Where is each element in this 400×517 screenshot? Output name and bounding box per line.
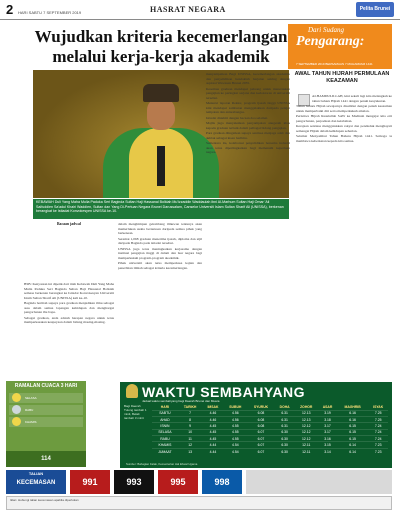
prayer-cell: 7.24 bbox=[368, 429, 388, 435]
prayer-cell: 12.13 bbox=[294, 416, 318, 422]
ad-panel[interactable] bbox=[246, 470, 392, 494]
article-column-3 bbox=[206, 72, 290, 380]
prayer-cell: 6.16 bbox=[337, 416, 369, 422]
talian-ad[interactable] bbox=[6, 470, 66, 494]
weather-box bbox=[6, 381, 86, 467]
prayer-cell: 11 bbox=[178, 436, 202, 442]
paragraph: Majlis juga menyaksikan penyampaian anugerah khas kepada graduan terbaik dalam pelbagai bidang pengajian. bbox=[206, 121, 290, 130]
prayer-cell: 6.16 bbox=[337, 410, 369, 416]
weather-row bbox=[9, 393, 83, 403]
prayer-cell: 3.16 bbox=[318, 436, 337, 442]
prayer-column-header: SYURUK bbox=[253, 404, 269, 409]
prayer-cell: 4.56 bbox=[224, 416, 247, 422]
prayer-cell: 7.25 bbox=[368, 416, 388, 422]
sun-icon bbox=[12, 393, 21, 402]
prayer-cell: ISNIN bbox=[152, 423, 178, 429]
prayer-times-box bbox=[120, 382, 392, 468]
paragraph: menyampaikan Bagi UNISSA, kecemerlangan akademik dan penyelidikan hendaklah berjalan seiring dengan aspirasi Wawasan Brunei 2035. bbox=[206, 72, 290, 85]
editorial-body bbox=[296, 94, 392, 380]
prayer-cell: RABU bbox=[152, 436, 178, 442]
weather-row bbox=[9, 405, 83, 415]
prayer-cell: SELASA bbox=[152, 429, 178, 435]
paragraph: Kerajaan sentiasa menggalakkan rakyat dan penduduk menghayati semangat Hijrah dalam kehidupan seharian. bbox=[296, 124, 392, 133]
editorial-title: AWAL TAHUN HIJRAH PERMULAAN KEAZAMAN bbox=[294, 71, 390, 84]
banner-title: Pengarang: bbox=[296, 34, 365, 49]
paragraph: Selamat Menyambut Tahun Baharu Hijrah 1441. Semoga ia membawa keberkatan kepada kita semua. bbox=[296, 134, 392, 143]
prayer-body bbox=[152, 410, 388, 455]
prayer-cell: 6.15 bbox=[337, 429, 369, 435]
prayer-cell: 4.45 bbox=[202, 429, 223, 435]
paragraph: Peristiwa Hijrah Rasulullah SAW ke Madinah mengajar kita erti pengorbanan, perpaduan dan ketabahan. bbox=[296, 114, 392, 123]
prayer-cell: 4.44 bbox=[202, 442, 223, 448]
prayer-cell: 4.56 bbox=[224, 410, 247, 416]
prayer-column-header: IMSAK bbox=[207, 404, 219, 409]
prayer-column-header: ASAR bbox=[322, 404, 333, 409]
prayer-cell: 3.18 bbox=[318, 416, 337, 422]
prayer-cell: 6.30 bbox=[275, 429, 294, 435]
prayer-cell: 13 bbox=[178, 448, 202, 454]
prayer-cell: 6.30 bbox=[275, 448, 294, 454]
prayer-cell: 12.11 bbox=[294, 448, 318, 454]
prayer-cell: JUMAAT bbox=[152, 448, 178, 454]
weather-day: KHAMIS bbox=[25, 420, 37, 424]
prayer-cell: 6.31 bbox=[275, 423, 294, 429]
mosque-icon bbox=[126, 384, 138, 398]
prayer-cell: 3.15 bbox=[318, 442, 337, 448]
prayer-cell: 6.08 bbox=[247, 423, 275, 429]
prayer-cell: 6.07 bbox=[247, 442, 275, 448]
banner-date: 7 SEPTEMBER 2019 BERSAMAAN 7 MUHARRAM 1441 bbox=[296, 62, 373, 66]
banner-small-text: Dari Sudang bbox=[308, 26, 344, 34]
prayer-row bbox=[152, 448, 388, 454]
article-headline: Wujudkan kriteria kecemerlangan melalui kerja-kerja akademik bbox=[34, 27, 288, 66]
sun-icon bbox=[12, 417, 21, 426]
paragraph: Seramai 1,068 graduan menerima ijazah, diploma dan sijil daripada Baginda pada istiadat tersebut. bbox=[118, 236, 202, 245]
weather-day: SELASA bbox=[25, 396, 37, 400]
prayer-cell: 12 bbox=[178, 442, 202, 448]
paragraph: Sebagai graduan, anda adalah harapan negara untuk terus memperkasakan keupayaan dalam bidang masing-masing. bbox=[24, 315, 114, 324]
prayer-cell: 7.25 bbox=[368, 410, 388, 416]
cloud-icon bbox=[12, 405, 21, 414]
photo-caption: KEBAWAH Duli Yang Maha Mulia Paduka Seri Baginda Sultan Haji Hassanal Bolkiah Mu'izzaddin Waddaulah ibni Al-Marhum Sultan Haji Omar 'Ali Saifuddien Sa'adul Khairi Waddien, Sultan dan Yang Di-Pertuan Negara Brunei Darussalam, Canselor Universiti Islam Sultan Sharif Ali (UNISSA), berkenan berangkat ke Istiadat Konvokesyen UNISSA ke-10. bbox=[33, 199, 289, 219]
section-name: HASRAT NEGARA bbox=[150, 5, 226, 14]
prayer-cell: 4.44 bbox=[202, 448, 223, 454]
photo-lectern bbox=[157, 146, 165, 186]
prayer-cell: 6.14 bbox=[337, 448, 369, 454]
prayer-cell: 8 bbox=[178, 416, 202, 422]
prayer-cell: 7.23 bbox=[368, 442, 388, 448]
prayer-cell: 3.19 bbox=[318, 410, 337, 416]
prayer-cell: 4.55 bbox=[224, 423, 247, 429]
paragraph: Baginda bertitah supaya para graduan menjadikan ilmu sebagai asas dalam semua lapangan kehidupan dan menghargai pengorbanan ibu bapa. bbox=[24, 301, 114, 314]
prayer-cell: 6.08 bbox=[247, 416, 275, 422]
article-column-2 bbox=[118, 222, 202, 380]
prayer-cell: 4.54 bbox=[224, 442, 247, 448]
photo-cap bbox=[143, 84, 179, 102]
header-ad[interactable]: Pelita Brunei bbox=[356, 2, 394, 17]
prayer-cell: 9 bbox=[178, 423, 202, 429]
weather-row bbox=[9, 417, 83, 427]
paragraph: BSB: Kenyataan ini dipetik dari titah Kebawah Duli Yang Maha Mulia Paduka Seri Baginda Sultan Haji Hassanal Bolkiah semasa berkenan berangkat ke Istiadat Konvokesyen Universiti Islam Sultan Sharif Ali (UNISSA) kali ke-10. bbox=[24, 282, 114, 300]
emergency-number: 998 bbox=[202, 470, 242, 494]
issue-date: HARI SABTU 7 SEPTEMBER 2019 bbox=[18, 10, 82, 15]
emergency-number: 991 bbox=[70, 470, 110, 494]
prayer-column-header: MAGHRIB bbox=[344, 404, 361, 409]
emergency-number: 993 bbox=[114, 470, 154, 494]
paragraph: Pihak universiti akan terus memperkasa kajian dan penerbitan ilmiah sebagai kriteria kecemerlangan. bbox=[118, 261, 202, 270]
prayer-cell: 12.11 bbox=[294, 442, 318, 448]
prayer-cell: 12.12 bbox=[294, 423, 318, 429]
paragraph: Para graduan diingatkan supaya sentiasa menjaga adab dan akhlak sebagai insan berilmu. bbox=[206, 131, 290, 140]
prayer-column-header: ISYAK bbox=[373, 404, 384, 409]
article-column-1 bbox=[24, 282, 114, 379]
prayer-side-note: Bagi Daerah Tutong tambah 1 minit, Belait tambah 3 minit bbox=[124, 404, 147, 420]
prayer-cell: AHAD bbox=[152, 416, 178, 422]
prayer-cell: 6.30 bbox=[275, 442, 294, 448]
prayer-cell: 6.08 bbox=[247, 410, 275, 416]
prayer-column-header: SUBUH bbox=[229, 404, 242, 409]
editorial-banner bbox=[288, 24, 392, 69]
prayer-cell: 6.30 bbox=[275, 436, 294, 442]
prayer-cell: 12.12 bbox=[294, 436, 318, 442]
prayer-cell: 6.14 bbox=[337, 442, 369, 448]
emergency-number: 995 bbox=[158, 470, 198, 494]
prayer-cell: 7.24 bbox=[368, 423, 388, 429]
prayer-subtitle: Jadual waktu sembahyang bagi Daerah Brunei dan Muara bbox=[142, 399, 220, 403]
prayer-column-header: HARI bbox=[160, 404, 170, 409]
prayer-cell: 3.17 bbox=[318, 423, 337, 429]
prayer-cell: 12.12 bbox=[294, 429, 318, 435]
paragraph: Tahun baharu Hijrah sewajarnya disambut dengan penuh keazaman untuk memperbaiki diri serta memperkukuh amalan. bbox=[296, 104, 392, 113]
ads-strip bbox=[6, 470, 392, 512]
paragraph: Menurut laporan Rektor, program ijazah tinggi UNISSA kini mendapat sambutan menggalakkan daripada pelajar tempatan dan antarabangsa. bbox=[206, 101, 290, 114]
paragraph: Istiadat diakhiri dengan bacaan doa selamat. bbox=[206, 115, 269, 120]
prayer-cell: SABTU bbox=[152, 410, 178, 416]
page-header bbox=[0, 0, 400, 20]
prayer-cell: 7 bbox=[178, 410, 202, 416]
prayer-cell: 3.14 bbox=[318, 448, 337, 454]
prayer-cell: 6.07 bbox=[247, 448, 275, 454]
paragraph: ALHAMDULILLAH, kini sekali lagi kita melangkah ke tahun baharu Hijrah 1441 dengan penuh kesyukuran. bbox=[312, 94, 392, 103]
prayer-cell: 6.31 bbox=[275, 416, 294, 422]
paragraph: Kesemua graduan mendapat peluang untuk meneruskan pengajian ke peringkat sarjana dan kedoktoran di universiti tersebut. bbox=[206, 86, 290, 100]
prayer-cell: 7.24 bbox=[368, 436, 388, 442]
prayer-cell: KHAMIS bbox=[152, 442, 178, 448]
prayer-cell: 4.45 bbox=[202, 436, 223, 442]
prayer-cell: 3.17 bbox=[318, 429, 337, 435]
prayer-cell: 4.46 bbox=[202, 416, 223, 422]
prayer-cell: 4.46 bbox=[202, 410, 223, 416]
prayer-cell: 12.13 bbox=[294, 410, 318, 416]
prayer-cell: 10 bbox=[178, 429, 202, 435]
page-number: 2 bbox=[6, 2, 14, 17]
talian-small: TALIAN bbox=[28, 471, 44, 476]
prayer-cell: 6.31 bbox=[275, 410, 294, 416]
prayer-cell: 4.55 bbox=[224, 429, 247, 435]
prayer-column-header: ZOHOR bbox=[300, 404, 313, 409]
prayer-cell: 7.23 bbox=[368, 448, 388, 454]
prayer-cell: 6.15 bbox=[337, 423, 369, 429]
talian-big: KECEMASAN bbox=[16, 480, 56, 486]
prayer-cell: 4.55 bbox=[224, 436, 247, 442]
prayer-cell: 6.07 bbox=[247, 429, 275, 435]
paragraph: dalam menghimpun gelombang ilmuwan tentunya akan memerlukan usaha berterusan daripada semua pihak yang berkenaan. bbox=[118, 222, 202, 235]
prayer-cell: 6.07 bbox=[247, 436, 275, 442]
reading-inset: Bacaan jadwal bbox=[57, 222, 81, 226]
weather-title: RAMALAN CUACA 3 HARI bbox=[14, 383, 78, 389]
weather-day: RABU bbox=[25, 408, 34, 412]
prayer-cell: 4.45 bbox=[202, 423, 223, 429]
ad-strip-text: Iklan: Hubungi talian kecemasan apabila diperlukan bbox=[6, 496, 392, 510]
prayer-cell: 4.54 bbox=[224, 448, 247, 454]
prayer-title: WAKTU SEMBAHYANG bbox=[142, 384, 306, 400]
paragraph: Sementara itu, kolaborasi penyelidikan bersama industri akan terus dipertingkatkan bagi memenuhi keperluan negara. bbox=[206, 141, 290, 154]
prayer-column-header: DOHA bbox=[279, 404, 290, 409]
paragraph: UNISSA juga terus meningkatkan kerjasama dengan institusi pengajian tinggi di dalam dan luar negara bagi memperkukuh program-program akademik. bbox=[118, 246, 202, 260]
prayer-footnote: Sumber: Bahagian Falak, Kementerian Hal Ehwal Ugama bbox=[126, 462, 198, 466]
prayer-table bbox=[152, 404, 388, 455]
photo-figure bbox=[147, 98, 175, 130]
prayer-column-header: TARIKH bbox=[183, 404, 197, 409]
weather-footer: 114 bbox=[6, 451, 86, 467]
prayer-cell: 6.15 bbox=[337, 436, 369, 442]
